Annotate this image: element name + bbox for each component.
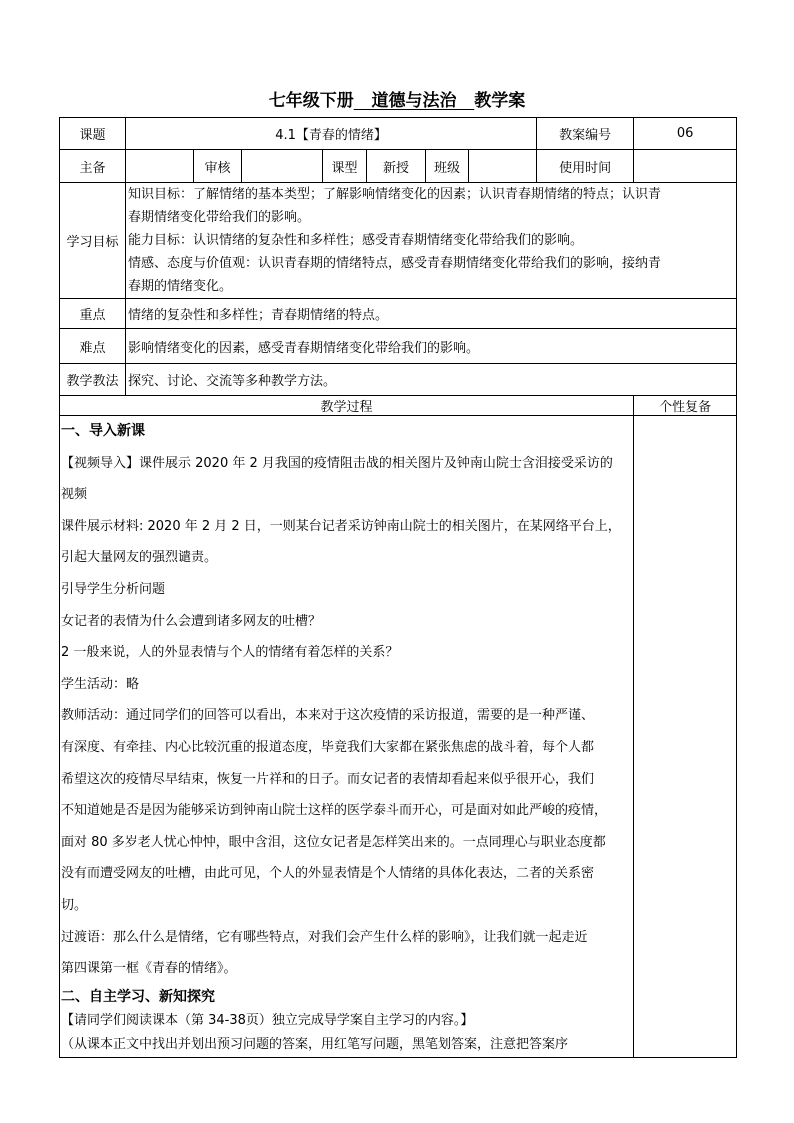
review-value <box>242 150 323 183</box>
title-suffix: 教学案 <box>474 91 526 111</box>
objectives-content <box>126 183 737 299</box>
section-title: 一、导入新课 <box>61 423 145 439</box>
plan-number-label: 教案编号 <box>537 118 634 150</box>
objective-line: 情感、态度与价值观：认识青春期的情绪特点，感受青春期情绪变化带给我们的影响，接纳青 <box>128 256 662 271</box>
class-label: 班级 <box>426 150 469 183</box>
process-line: 【请同学们阅读课本（第 34-38页）独立完成导学案自主学习的内容。】 <box>61 1012 474 1028</box>
document-title <box>0 86 794 111</box>
objective-line: 春期的情绪变化。 <box>128 279 233 294</box>
objective-line: 能力目标：认识情绪的复杂性和多样性；感受青春期情绪变化带给我们的影响。 <box>128 233 584 248</box>
title-grade: 七年级下册 <box>268 91 354 111</box>
use-time-value <box>634 150 737 183</box>
difficulties-label: 难点 <box>60 329 126 364</box>
process-line: 面对 80 多岁老人忧心忡忡，眼中含泪，这位女记者是怎样笑出来的。一点同理心与职业态度都 <box>61 834 606 850</box>
key-points-value: 情绪的复杂性和多样性；青春期情绪的特点。 <box>126 299 737 329</box>
section-title: 二、自主学习、新知探究 <box>61 988 215 1005</box>
process-line: 2 一般来说，人的外显表情与个人的情绪有着怎样的关系？ <box>61 645 399 661</box>
lesson-type-label: 课型 <box>323 150 367 183</box>
process-line: 过渡语：那么什么是情绪，它有哪些特点，对我们会产生什么样的影响》，让我们就一起走近 <box>61 929 588 945</box>
plan-number-value: 06 <box>634 118 737 150</box>
process-line: 没有而遭受网友的吐槽，由此可见，个人的外显表情是个人情绪的具体化表达，二者的关系密 <box>61 866 595 882</box>
process-content-row <box>60 416 737 1058</box>
difficulties-value: 影响情绪变化的因素，感受青春期情绪变化带给我们的影响。 <box>126 329 737 364</box>
process-content <box>60 416 634 1058</box>
use-time-label: 使用时间 <box>537 150 634 183</box>
process-line: 有深度、有牵挂、内心比较沉重的报道态度，毕竟我们大家都在紧张焦虑的战斗着，每个人都 <box>61 739 595 755</box>
objective-line: 春期情绪变化带给我们的影响。 <box>128 210 311 225</box>
class-value <box>469 150 537 183</box>
methods-label: 教学教法 <box>60 364 126 396</box>
objectives-row <box>60 183 737 299</box>
objective-line: 知识目标：了解情绪的基本类型；了解影响情绪变化的因素；认识青春期情绪的特点；认识青 <box>128 187 662 202</box>
difficulties-row <box>60 329 737 364</box>
process-line: 【视频导入】课件展示 2020 年 2 月我国的疫情阻击战的相关图片及钟南山院士含泪接受采访的 <box>61 455 613 471</box>
process-line: 不知道她是否是因为能够采访到钟南山院士这样的医学泰斗而开心，可是面对如此严峻的疫情， <box>61 803 608 819</box>
process-line: 视频 <box>61 487 88 503</box>
process-line: 引导学生分析问题 <box>61 581 166 597</box>
process-line: 第四课第一框《青春的情绪》。 <box>61 961 237 977</box>
process-line: 希望这次的疫情尽早结束，恢复一片祥和的日子。而女记者的表情却看起来似乎很开心，我们 <box>61 771 595 787</box>
key-points-label: 重点 <box>60 299 126 329</box>
process-line: 学生活动：略 <box>61 676 140 692</box>
process-line: 引起大量网友的强烈谴责。 <box>61 550 218 566</box>
methods-row <box>60 364 737 396</box>
preparer-label: 主备 <box>60 150 126 183</box>
methods-value: 探究、讨论、交流等多种教学方法。 <box>126 364 737 396</box>
process-header-row <box>60 396 737 416</box>
info-row <box>60 150 737 183</box>
process-line: 切。 <box>61 897 88 913</box>
topic-value: 4.1【青春的情绪】 <box>126 118 537 150</box>
process-line: 女记者的表情为什么会遭到诸多网友的吐槽？ <box>61 613 322 629</box>
process-line: （从课本正文中找出并划出预习问题的答案，用红笔写问题，黑笔划答案，注意把答案序 <box>61 1036 569 1052</box>
preparer-value <box>126 150 194 183</box>
topic-row <box>60 118 737 150</box>
lesson-type-value: 新授 <box>367 150 426 183</box>
key-points-row <box>60 299 737 329</box>
title-subject: 道德与法治 <box>371 91 457 111</box>
personal-review-header: 个性复备 <box>634 396 737 416</box>
process-line: 教师活动：通过同学们的回答可以看出，本来对于这次疫情的采访报道，需要的是一种严谨、 <box>61 708 595 724</box>
objectives-label: 学习目标 <box>60 183 126 299</box>
topic-label: 课题 <box>60 118 126 150</box>
personal-review-column <box>634 416 737 1058</box>
process-header: 教学过程 <box>60 396 634 416</box>
review-label: 审核 <box>194 150 242 183</box>
process-line: 课件展示材料: 2020 年 2 月 2 日，一则某台记者采访钟南山院士的相关图片，在某网络平台上， <box>61 518 621 534</box>
lesson-plan-table <box>59 117 737 1058</box>
